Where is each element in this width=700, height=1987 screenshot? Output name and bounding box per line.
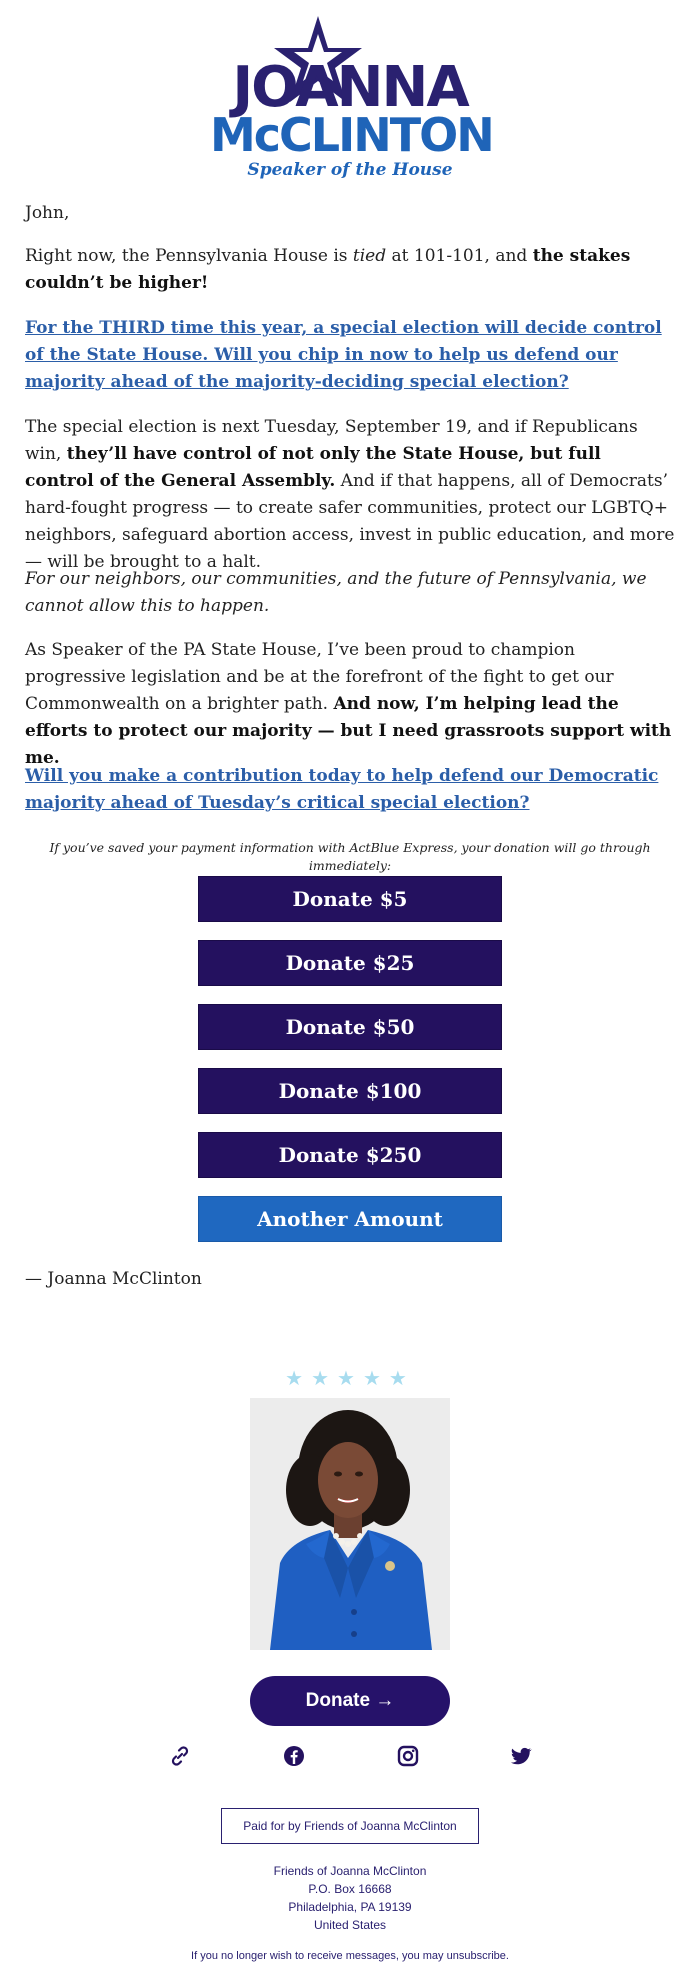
logo-name-last: McCLINTON <box>210 108 493 162</box>
donate-50-button[interactable]: Donate $50 <box>198 1004 502 1050</box>
donate-25-button[interactable]: Donate $25 <box>198 940 502 986</box>
donation-link-third-time <box>25 315 675 396</box>
actblue-note: If you’ve saved your payment information with ActBlue Express, your donation will go through immediately: <box>49 840 651 873</box>
mailing-address <box>0 1862 700 1934</box>
address-line: P.O. Box 16668 <box>308 1882 392 1896</box>
address-line: Friends of Joanna McClinton <box>273 1864 427 1878</box>
signature: — Joanna McClinton <box>25 1269 202 1289</box>
unsubscribe-link[interactable]: If you no longer wish to receive messages, you may unsubscribe. <box>191 1950 509 1962</box>
footer-donate-button[interactable]: Donate → <box>250 1676 450 1726</box>
another-amount-button[interactable]: Another Amount <box>198 1196 502 1242</box>
donate-100-button[interactable]: Donate $100 <box>198 1068 502 1114</box>
facebook-icon[interactable] <box>282 1744 306 1768</box>
contribute-link[interactable]: Will you make a contribution today to help defend our Democratic majority ahead of Tuesday’s critical special election? <box>25 766 659 813</box>
twitter-icon[interactable] <box>509 1744 533 1768</box>
link-icon[interactable] <box>168 1744 192 1768</box>
donation-link-contribution <box>25 763 675 817</box>
logo-name-first: JOANNA <box>232 55 468 120</box>
chip-in-link[interactable]: For the THIRD time this year, a special election will decide control of the State House. Will you chip in now to help us defend our majority ahead of the majority-deciding special election? <box>25 318 662 392</box>
paragraph-speaker: As Speaker of the PA State House, I’ve been proud to champion progressive legislation and be at the forefront of the fight to get our Commonwealth on a brighter path. And now, I’m helping lead the efforts to protect our majority — but I need grassroots support with me. <box>25 640 672 768</box>
paragraph-special-election: The special election is next Tuesday, September 19, and if Republicans win, they’ll have control of not only the State House, but full control of the General Assembly. And if that happens, all of Democrats’ hard-fought progress — to create safer communities, protect our LGBTQ+ neighbors, safeguard abortion access, invest in public education, and more — will be brought to a halt. <box>25 417 675 572</box>
portrait-illustration <box>250 1398 450 1650</box>
stars-divider: ★★★★★ <box>285 1366 415 1390</box>
donate-5-button[interactable]: Donate $5 <box>198 876 502 922</box>
paid-for-disclaimer: Paid for by Friends of Joanna McClinton <box>221 1808 479 1844</box>
paragraph-neighbors: For our neighbors, our communities, and the future of Pennsylvania, we cannot allow this to happen. <box>25 569 647 616</box>
campaign-logo <box>210 14 493 180</box>
unsubscribe-notice <box>0 1950 700 1962</box>
donate-250-button[interactable]: Donate $250 <box>198 1132 502 1178</box>
address-line: United States <box>313 1918 387 1932</box>
greeting: John, <box>25 203 70 223</box>
instagram-icon[interactable] <box>396 1744 420 1768</box>
logo-tagline: Speaker of the House <box>247 160 453 180</box>
paragraph-tied-house: Right now, the Pennsylvania House is tied at 101-101, and the stakes couldn’t be higher! <box>25 246 631 293</box>
candidate-photo <box>250 1398 450 1650</box>
address-line: Philadelphia, PA 19139 <box>288 1900 412 1914</box>
